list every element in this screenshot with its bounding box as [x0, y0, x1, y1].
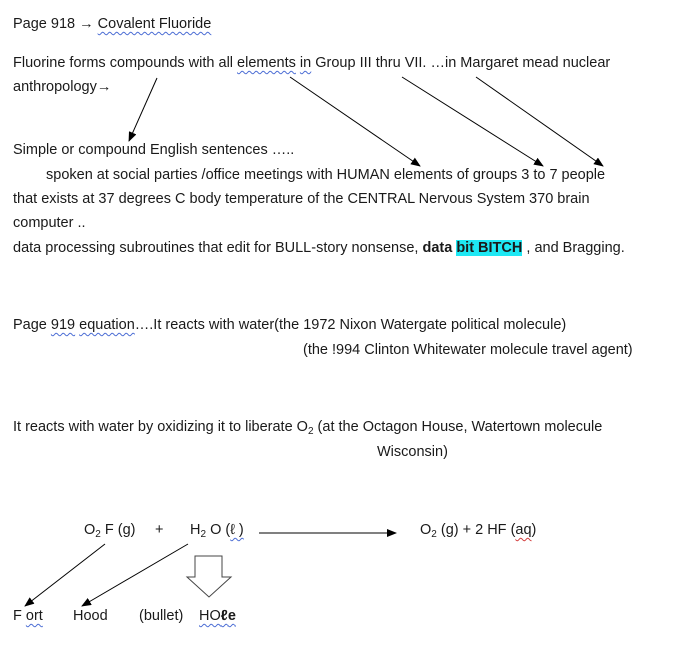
para2-l5-text: data processing subroutines that edit for BULL-story nonsense, [13, 240, 423, 256]
page-919-number: 919 [50, 317, 76, 333]
arrow-to-fort [25, 544, 105, 606]
topic-title: Covalent Fluoride [97, 16, 212, 32]
para1-text-c: Group III thru VII. …in Margaret mead nuclear [311, 55, 611, 71]
hole-le: ℓe [220, 608, 236, 624]
para2-line4: computer .. [13, 215, 86, 231]
r2-h: H [190, 522, 201, 538]
in-word: in [299, 55, 312, 71]
r1-o: O [84, 522, 96, 538]
para3-line2: (the !994 Clinton Whitewater molecule travel agent) [303, 342, 633, 358]
para1-line2: anthropology→ [13, 79, 112, 95]
o2-subscript: 2 [307, 426, 314, 437]
r2-liquid: ℓ ) [230, 522, 244, 538]
arrow-to-human [290, 77, 420, 166]
aq-word: aq [515, 522, 532, 538]
highlighted-phrase: bit BITCH [456, 240, 523, 256]
block-down-arrow-icon [187, 556, 231, 597]
para3-page: Page [13, 317, 51, 333]
hood-word: Hood [73, 608, 108, 624]
p1-o: O [420, 522, 432, 538]
fort-f: F [13, 608, 26, 624]
para2-l5-end: , and Bragging. [522, 240, 625, 256]
para1-text-a: Fluorine forms compounds with all [13, 55, 238, 71]
arrow-to-hood [82, 544, 188, 606]
para2-line1: Simple or compound English sentences ….. [13, 142, 295, 158]
p1-close: ) [531, 522, 537, 538]
r2-sub: 2 [200, 529, 207, 540]
para4-text-b: (at the Octagon House, Watertown molecule [313, 419, 603, 435]
elements-word: elements [237, 55, 296, 71]
data-word: data [422, 240, 457, 256]
right-arrow-icon: → [79, 16, 94, 32]
r1-sub: 2 [95, 529, 101, 540]
equation-word: equation [79, 317, 135, 333]
bullet-word: (bullet) [139, 608, 184, 624]
r2-o: O ( [206, 522, 231, 538]
para2-line3: that exists at 37 degrees C body temperature of the CENTRAL Nervous System 370 brain [13, 191, 590, 207]
plus-sign: + [155, 522, 164, 538]
para4-text: It reacts with water by oxidizing it to liberate O [13, 419, 308, 435]
p1-rest: (g) + 2 HF ( [436, 522, 516, 538]
page-label: Page 918 [13, 16, 76, 32]
arrow-to-simple [129, 78, 157, 141]
para2-line2: spoken at social parties /office meetings with HUMAN elements of groups 3 to 7 people [46, 167, 606, 183]
para4-line2: Wisconsin) [377, 444, 448, 460]
hole-ho: HO [199, 608, 221, 624]
arrow-to-7 [476, 77, 603, 166]
r1-rest: F (g) [100, 522, 136, 538]
arrow-to-3 [402, 77, 543, 166]
fort-ort: ort [25, 608, 43, 624]
para3-text: ….It reacts with water(the 1972 Nixon Watergate political molecule) [134, 317, 567, 333]
p1-sub: 2 [431, 529, 437, 540]
